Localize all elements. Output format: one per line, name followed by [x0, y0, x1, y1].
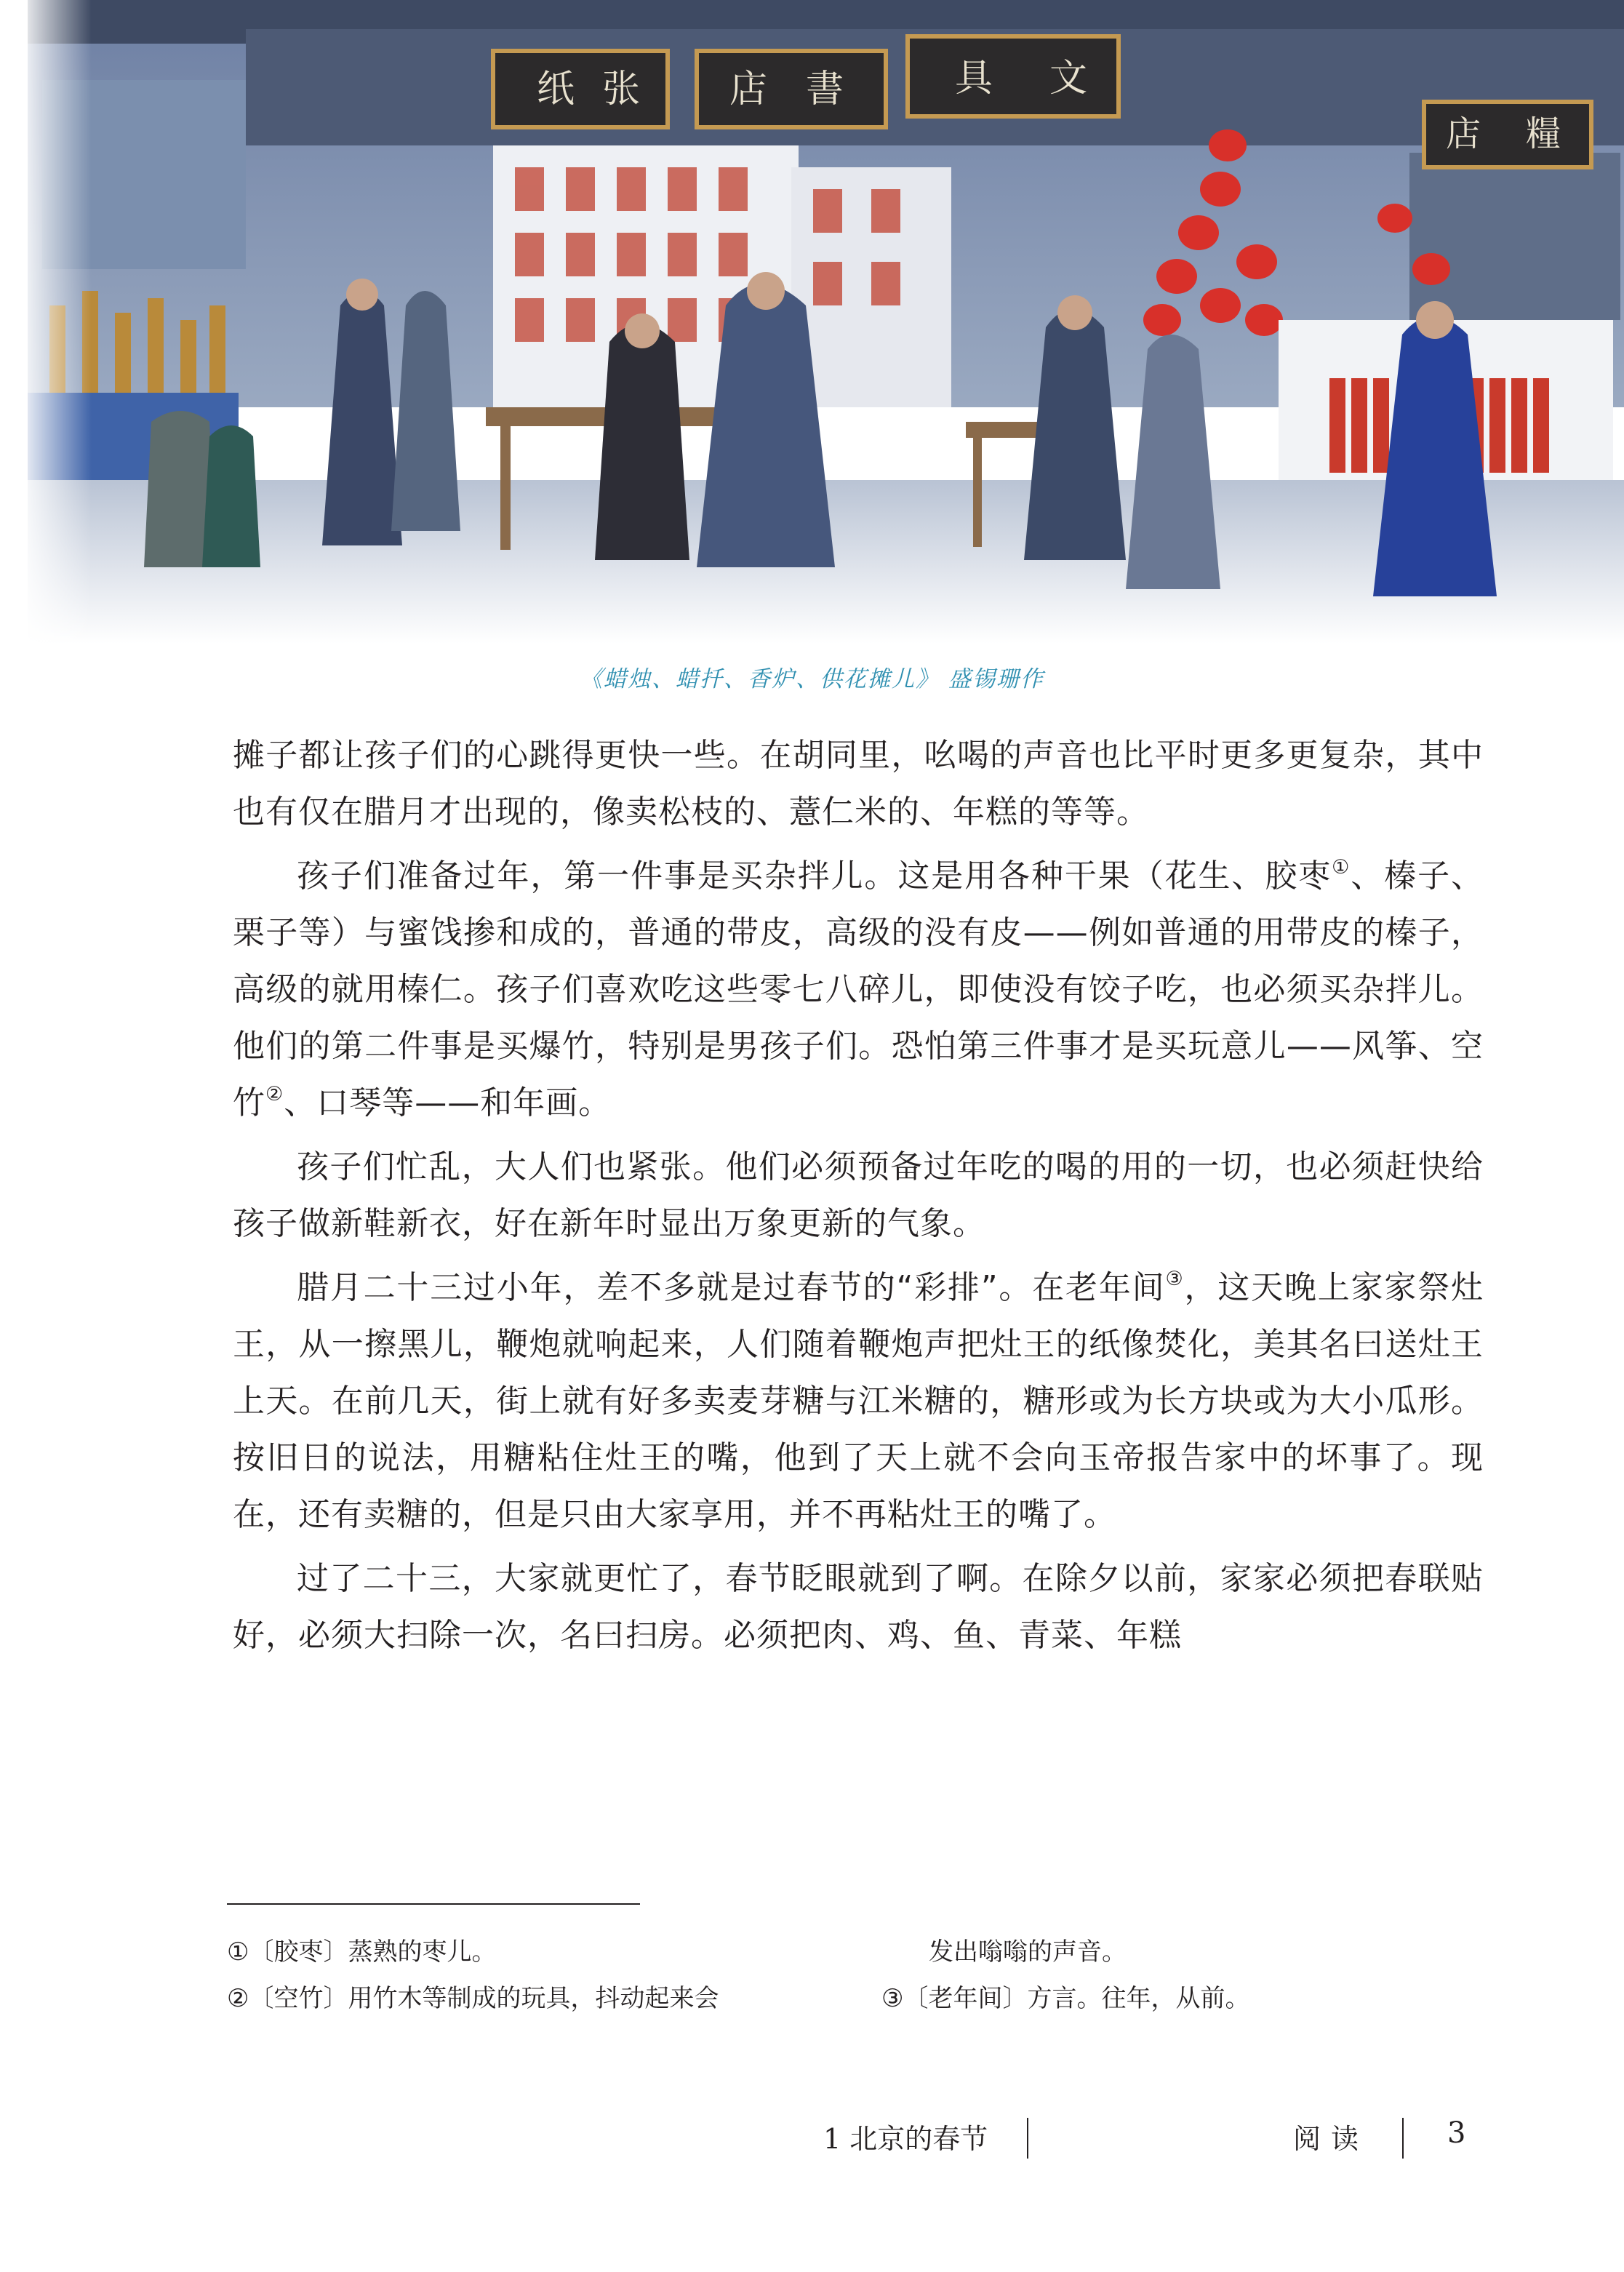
footnote-2: ②〔空竹〕用竹木等制成的玩具，抖动起来会 — [227, 1984, 719, 2013]
paragraph-text: 过了二十三，大家就更忙了，春节眨眼就到了啊。在除夕以前，家家必须把春联贴好，必须大扫除一次，名曰扫房。必须把肉、鸡、鱼、青菜、年糕 — [233, 1560, 1484, 1654]
footnote-2-continued: 发出嗡嗡的声音。 — [929, 1937, 1127, 1967]
paragraph — [233, 1551, 1484, 1664]
paragraph — [233, 727, 1484, 841]
section-label: 阅读 — [1293, 2123, 1369, 2155]
paragraph-text: 、口琴等——和年画。 — [284, 1084, 612, 1121]
paragraph-text: 孩子们忙乱，大人们也紧张。他们必须预备过年吃的喝的用的一切，也必须赶快给孩子做新鞋新衣，好在新年时显出万象更新的气象。 — [233, 1148, 1484, 1242]
footnote-marker[interactable]: ① — [1332, 856, 1351, 879]
page-number: 3 — [1447, 2116, 1466, 2150]
paragraph-text: 腊月二十三过小年，差不多就是过春节的“彩排”。在老年间 — [297, 1269, 1166, 1306]
paragraph — [233, 1260, 1484, 1543]
market-illustration — [28, 0, 1624, 644]
chapter-title: 1 北京的春节 — [823, 2123, 988, 2155]
footnote-3: ③〔老年间〕方言。往年，从前。 — [881, 1984, 1250, 2013]
figure-caption: 《蜡烛、蜡扦、香炉、供花摊儿》 盛锡珊作 — [580, 666, 1044, 692]
footer-divider — [1402, 2118, 1404, 2159]
paragraph — [233, 1139, 1484, 1252]
paragraph-text: 、榛子、栗子等）与蜜饯掺和成的，普通的带皮，高级的没有皮——例如普通的用带皮的榛子，高级的就用榛仁。孩子们喜欢吃这些零七八碎儿，即使没有饺子吃，也必须买杂拌儿。他们的第二件事是买爆竹，特别是男孩子们。恐怕第三件事才是买玩意儿——风筝、空竹 — [233, 857, 1484, 1121]
footnote-divider — [227, 1903, 640, 1905]
footnote-1: ①〔胶枣〕蒸熟的枣儿。 — [227, 1937, 497, 1967]
paragraph-text: 孩子们准备过年，第一件事是买杂拌儿。这是用各种干果（花生、胶枣 — [297, 857, 1332, 895]
footer-divider — [1027, 2118, 1028, 2159]
page-footer — [0, 2116, 1624, 2160]
market-painting — [28, 0, 1624, 644]
footnote-marker[interactable]: ② — [265, 1083, 284, 1105]
footnote-marker[interactable]: ③ — [1165, 1268, 1185, 1290]
paragraph — [233, 848, 1484, 1132]
paragraph-text: 摊子都让孩子们的心跳得更快一些。在胡同里，吆喝的声音也比平时更多更复杂，其中也有仅在腊月才出现的，像卖松枝的、薏仁米的、年糕的等等。 — [233, 737, 1484, 831]
article-body — [233, 727, 1484, 1671]
paragraph-text: ，这天晚上家家祭灶王，从一擦黑儿，鞭炮就响起来，人们随着鞭炮声把灶王的纸像焚化，美其名曰送灶王上天。在前几天，街上就有好多卖麦芽糖与江米糖的，糖形或为长方块或为大小瓜形。按旧日的说法，用糖粘住灶王的嘴，他到了天上就不会向玉帝报告家中的坏事了。现在，还有卖糖的，但是只由大家享用，并不再粘灶王的嘴了。 — [233, 1269, 1484, 1533]
